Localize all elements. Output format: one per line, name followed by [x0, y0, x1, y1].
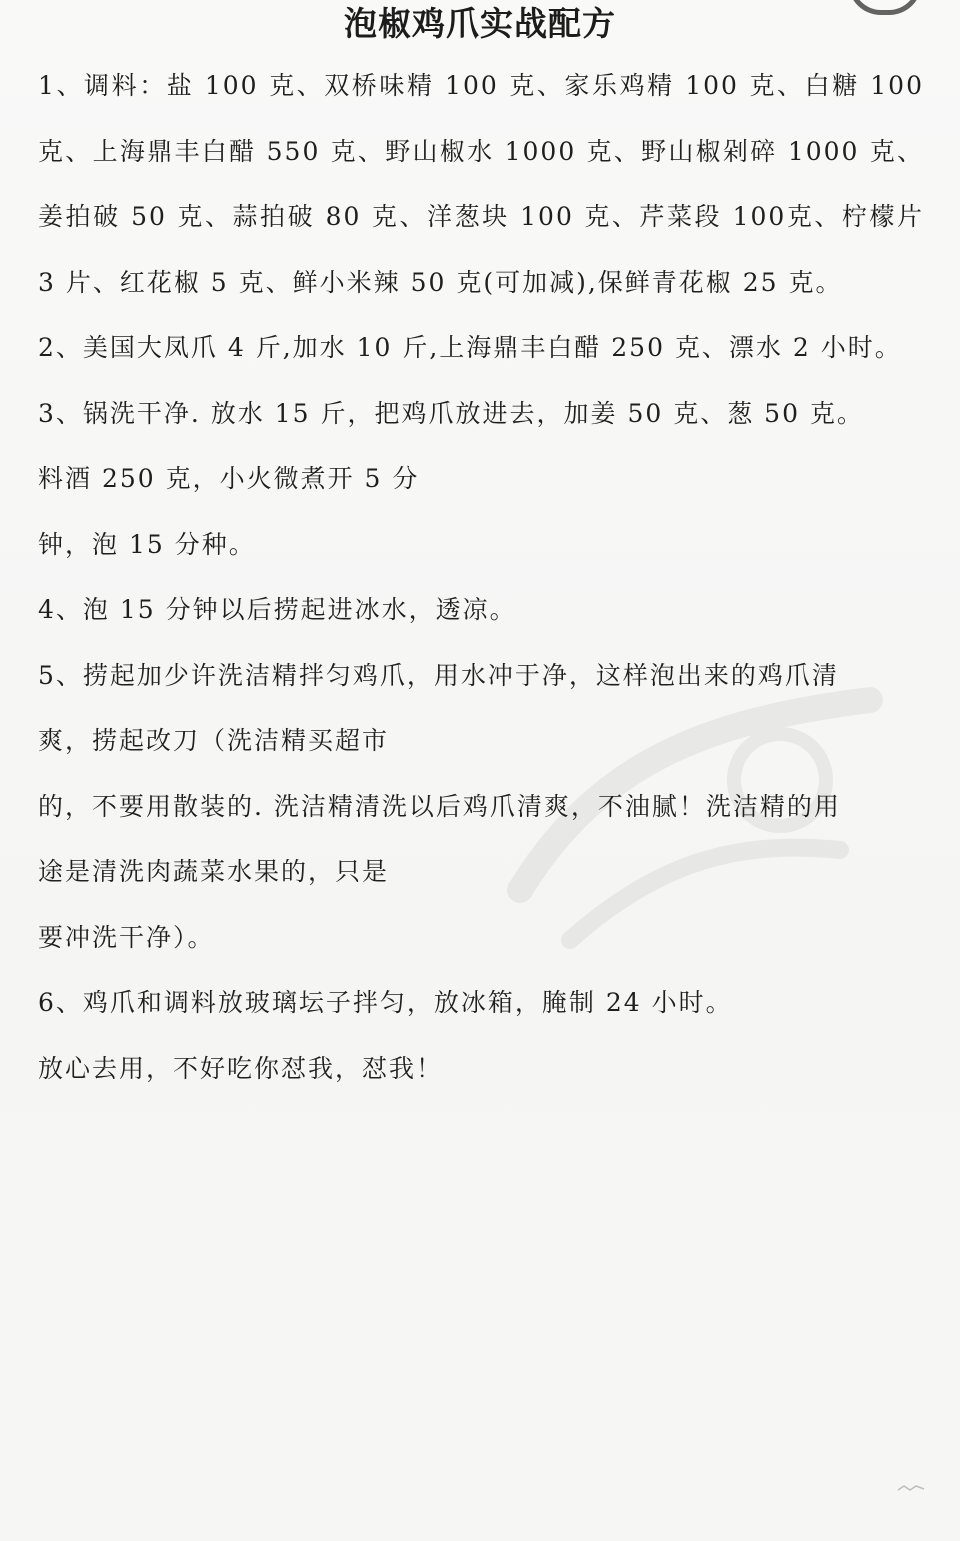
paragraph-line: 放心去用，不好吃你怼我，怼我！	[38, 1053, 444, 1083]
paragraph-soak: 2、美国大凤爪 4 斤,加水 10 斤,上海鼎丰白醋 250 克、漂水 2 小时。	[38, 333, 902, 362]
paragraph-line: 5、捞起加少许洗洁精拌匀鸡爪，用水冲于净，这样泡出来的鸡爪清	[38, 660, 839, 690]
paragraph-line: 4、泡 15 分钟以后捞起进冰水，透凉。	[38, 595, 517, 624]
paragraph-ingredients: 1、调料：盐 100 克、双桥味精 100 克、家乐鸡精 100 克、白糖 100 克、上海鼎丰白醋 550 克、野山椒水 1000 克、野山椒剁碎 1000 克、姜拍破 50 克、蒜拍破 80 克、洋葱块 100 克、芹菜段 100克、柠檬片 3 片、红花椒 5 克、鲜小米辣 50 克(可加减),保鲜青花椒 25 克。	[38, 71, 924, 297]
paragraph-line: 的，不要用散装的. 洗洁精清洗以后鸡爪清爽，不油腻！洗洁精的用	[38, 791, 841, 821]
bottom-watermark-mark	[896, 1483, 926, 1496]
paragraph-line: 3、锅洗干净. 放水 15 斤，把鸡爪放进去，加姜 50 克、葱 50 克。	[38, 398, 864, 428]
small-mark-icon	[896, 1483, 926, 1493]
paragraph-line: 钟，泡 15 分种。	[38, 529, 256, 559]
paragraph-line: 途是清洗肉蔬菜水果的，只是	[38, 857, 390, 886]
paragraph-line: 爽，捞起改刀（洗洁精买超市	[38, 726, 390, 755]
paragraph-line: 要冲洗干净）。	[38, 922, 215, 952]
paragraph-boil	[38, 381, 924, 578]
recipe-content	[38, 53, 924, 1101]
paragraph-line: 料酒 250 克，小火微煮开 5 分	[38, 464, 420, 493]
paragraph-marinate	[38, 970, 924, 1036]
paragraph-line: 6、鸡爪和调料放玻璃坛子拌匀，放冰箱，腌制 24 小时。	[38, 988, 733, 1017]
page-title: 泡椒鸡爪实战配方	[344, 4, 616, 43]
paragraph-clean	[38, 643, 924, 971]
paragraph-closing	[38, 1036, 924, 1102]
paragraph-cool	[38, 577, 924, 643]
